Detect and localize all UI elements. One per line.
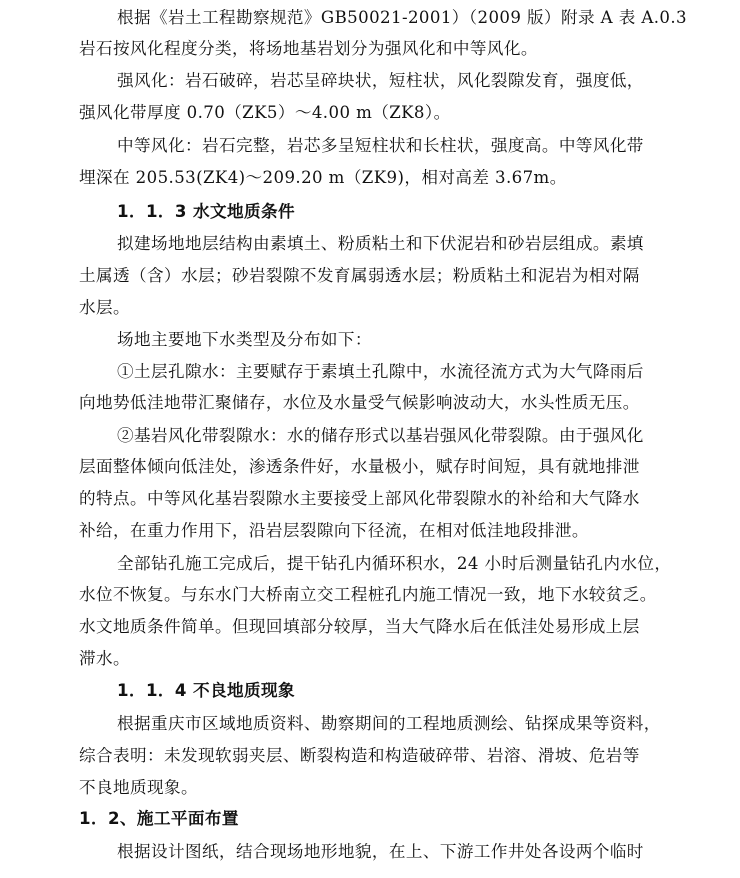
paragraph-line: 水位不恢复。与东水门大桥南立交工程桩孔内施工情况一致，地下水较贫乏。 xyxy=(79,585,657,604)
paragraph-line: 埋深在 205.53(ZK4)～209.20 m（ZK9)，相对高差 3.67m。 xyxy=(79,168,567,187)
paragraph-line: 全部钻孔施工完成后，提干钻孔内循环积水，24 小时后测量钻孔内水位， xyxy=(117,554,672,573)
paragraph-line: 水层。 xyxy=(79,298,130,317)
paragraph-line: 水文地质条件简单。但现回填部分较厚，当大气降水后在低洼处易形成上层 xyxy=(79,617,640,636)
paragraph-line: 场地主要地下水类型及分布如下： xyxy=(117,330,372,349)
paragraph-line: 滞水。 xyxy=(79,649,130,668)
paragraph-line: 根据《岩土工程勘察规范》GB50021-2001）（2009 版）附录 A 表 A.0.3 xyxy=(117,8,688,27)
paragraph-line: 强风化：岩石破碎，岩芯呈碎块状，短柱状，风化裂隙发育，强度低， xyxy=(117,71,644,90)
paragraph-line: 根据重庆市区域地质资料、勘察期间的工程地质测绘、钻探成果等资料， xyxy=(117,714,661,733)
paragraph-line: 拟建场地地层结构由素填土、粉质粘土和下伏泥岩和砂岩层组成。素填 xyxy=(117,234,644,253)
paragraph-line: 综合表明：未发现软弱夹层、断裂构造和构造破碎带、岩溶、滑坡、危岩等 xyxy=(79,746,640,765)
section-heading: 1．2、施工平面布置 xyxy=(79,809,239,828)
paragraph-line: 根据设计图纸，结合现场地形地貌，在上、下游工作井处各设两个临时 xyxy=(117,842,644,861)
paragraph-line: 强风化带厚度 0.70（ZK5）～4.00 m（ZK8）。 xyxy=(79,103,451,122)
paragraph-line: ①土层孔隙水：主要赋存于素填土孔隙中，水流径流方式为大气降雨后 xyxy=(117,362,644,381)
paragraph-line: 层面整体倾向低洼处，渗透条件好，水量极小，赋存时间短，具有就地排泄 xyxy=(79,457,640,476)
paragraph-line: 的特点。中等风化基岩裂隙水主要接受上部风化带裂隙水的补给和大气降水 xyxy=(79,489,640,508)
paragraph-line: 补给，在重力作用下，沿岩层裂隙向下径流，在相对低洼地段排泄。 xyxy=(79,521,589,540)
paragraph-line: 岩石按风化程度分类，将场地基岩划分为强风化和中等风化。 xyxy=(79,39,538,58)
paragraph-line: 向地势低洼地带汇聚储存，水位及水量受气候影响波动大，水头性质无压。 xyxy=(79,393,640,412)
section-heading: 1．1．4 不良地质现象 xyxy=(117,681,295,700)
paragraph-line: ②基岩风化带裂隙水：水的储存形式以基岩强风化带裂隙。由于强风化 xyxy=(117,426,644,445)
paragraph-line: 土属透（含）水层；砂岩裂隙不发育属弱透水层；粉质粘土和泥岩为相对隔 xyxy=(79,266,640,285)
paragraph-line: 中等风化：岩石完整，岩芯多呈短柱状和长柱状，强度高。中等风化带 xyxy=(117,136,644,155)
paragraph-line: 不良地质现象。 xyxy=(79,778,198,797)
section-heading: 1．1．3 水文地质条件 xyxy=(117,202,295,221)
